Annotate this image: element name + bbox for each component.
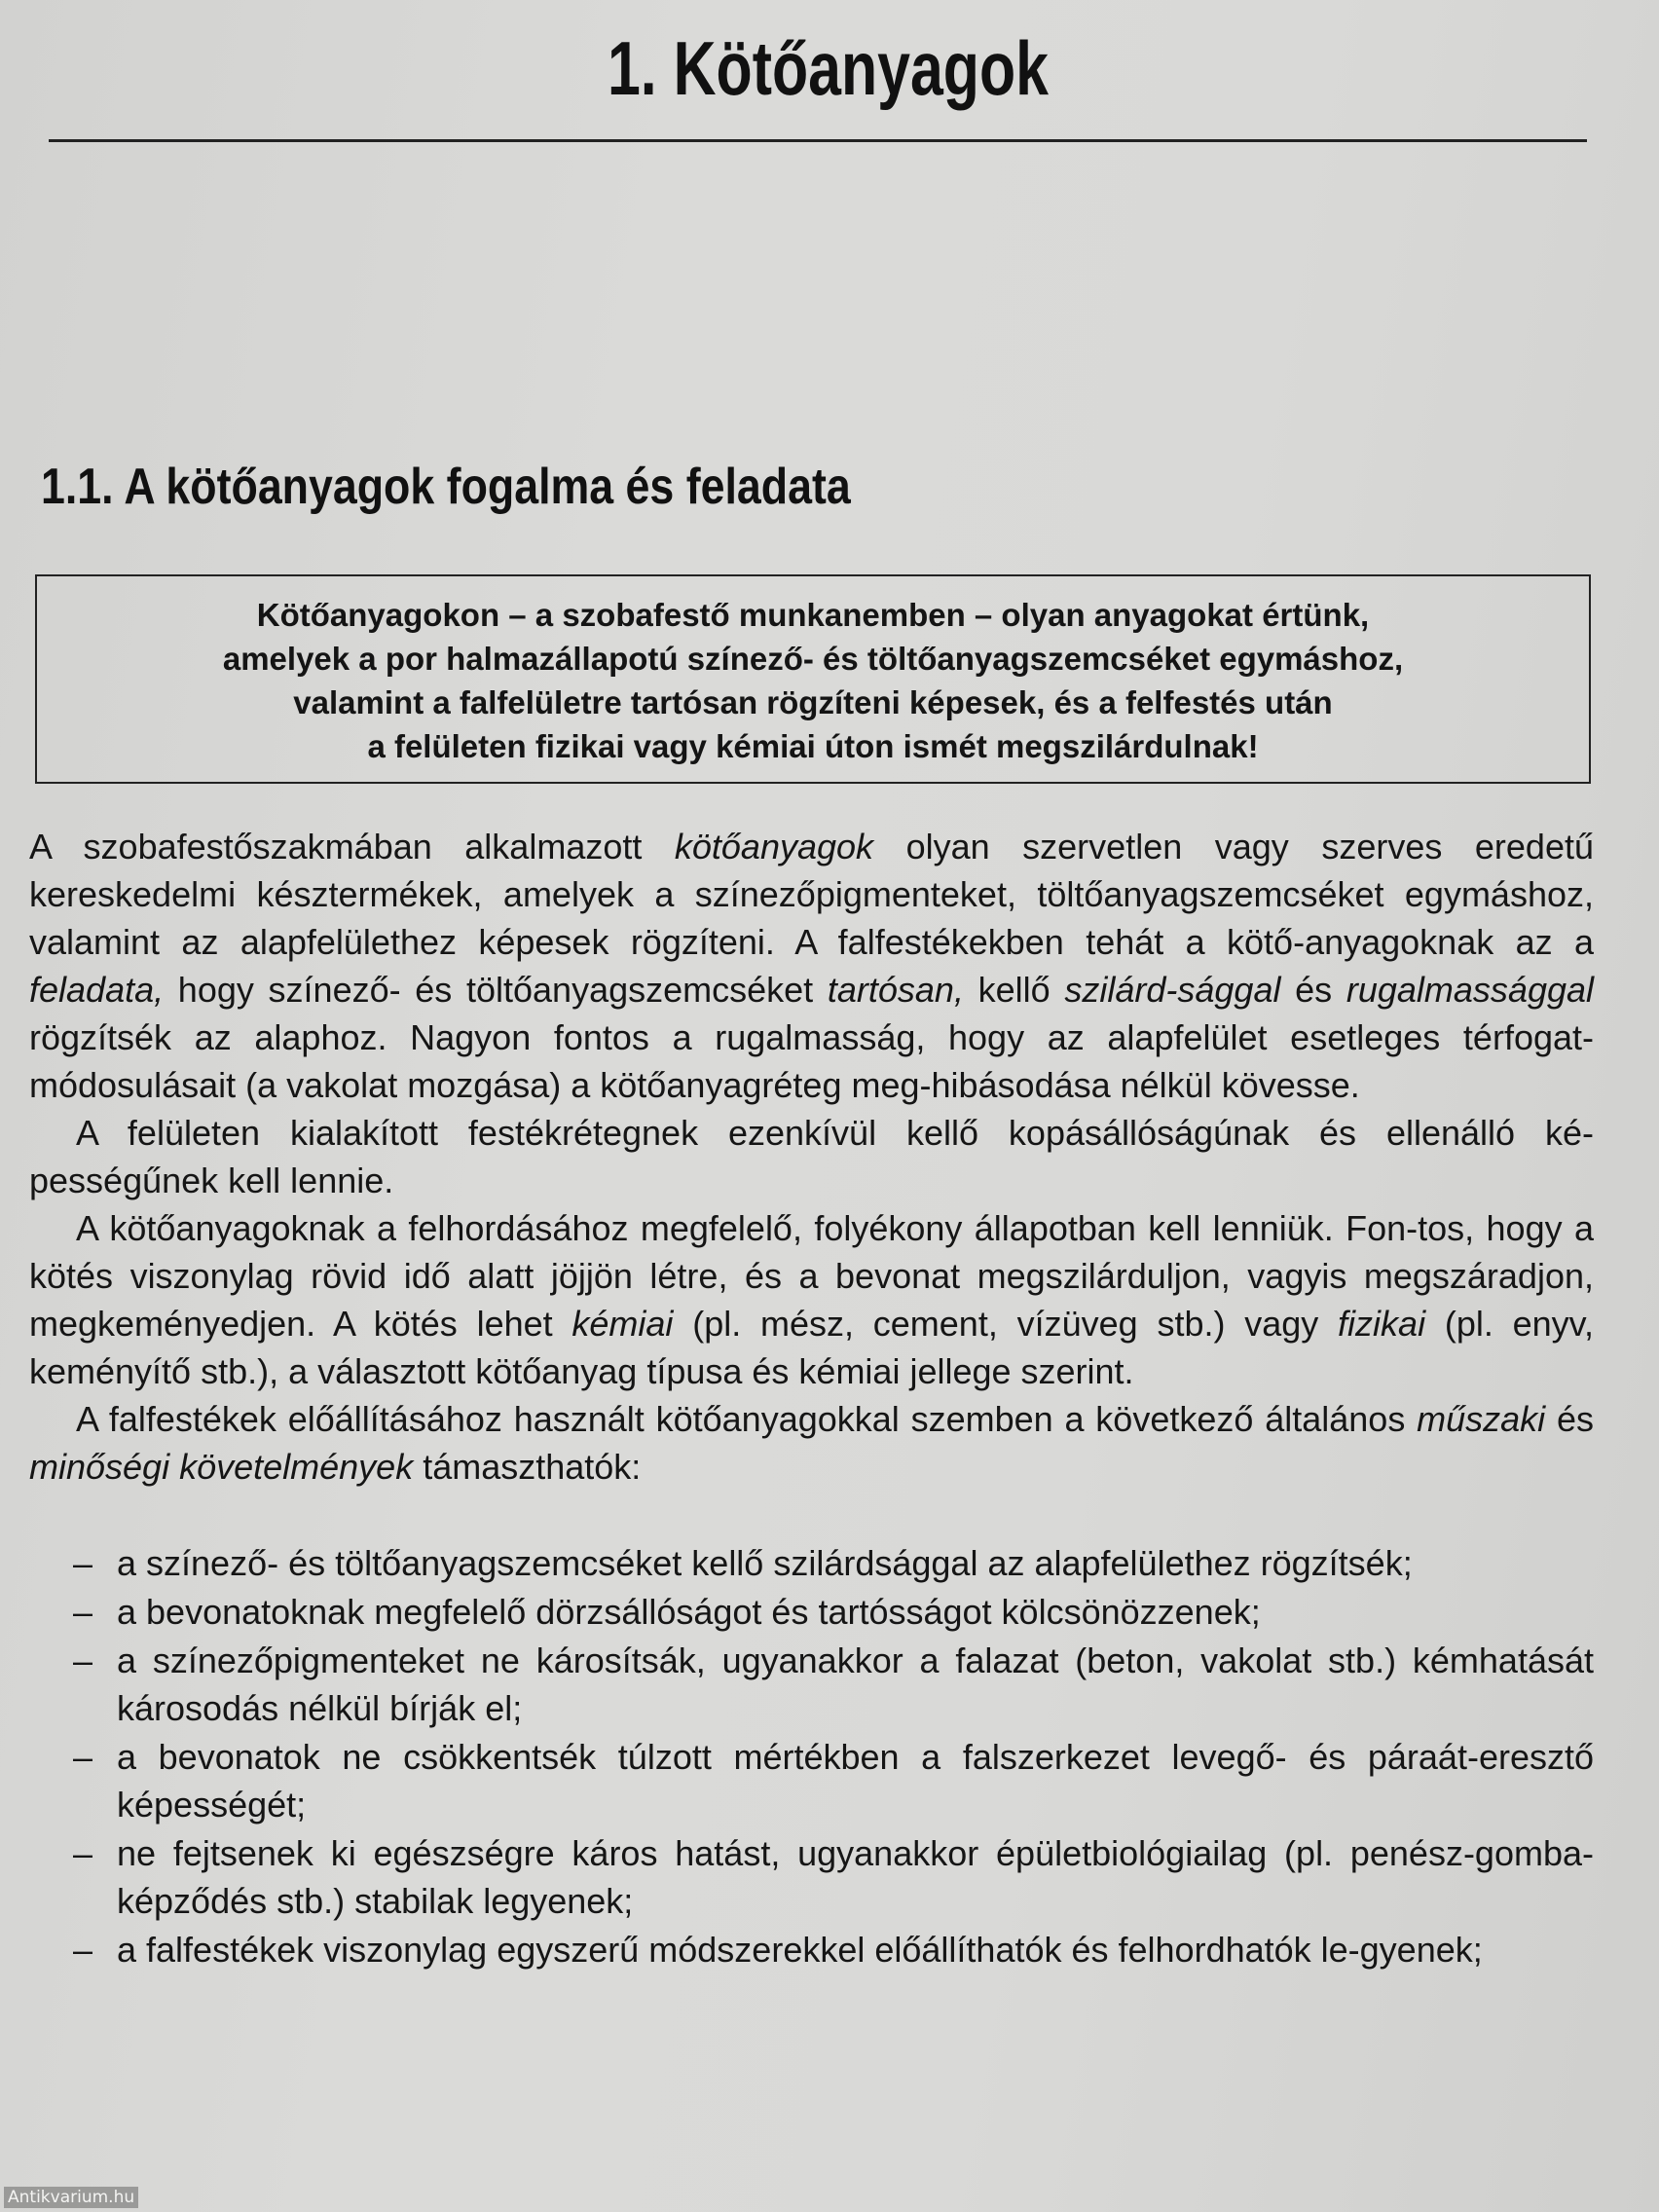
list-item bbox=[29, 1733, 1594, 1828]
dash-marker: – bbox=[73, 1833, 93, 1873]
emphasis: kémiai bbox=[571, 1304, 674, 1344]
list-item-text: ne fejtsenek ki egészségre káros hatást, ugyanakkor épületbiológiailag (pl. penész-gomba-képződés stb.) stabilak legyenek; bbox=[117, 1833, 1594, 1921]
dash-marker: – bbox=[73, 1737, 93, 1777]
definition-line: Kötőanyagokon – a szobafestő munkanemben – olyan anyagokat értünk, bbox=[256, 597, 1370, 633]
definition-line: amelyek a por halmazállapotú színező- és töltőanyagszemcséket egymáshoz, bbox=[222, 641, 1404, 677]
emphasis: tartósan, bbox=[827, 970, 964, 1010]
text-run: hogy színező- és töltőanyagszemcséket bbox=[164, 970, 828, 1010]
text-run: kellő bbox=[963, 970, 1065, 1010]
text-run: A falfestékek előállításához használt kötőanyagokkal szemben a következő általános bbox=[76, 1399, 1418, 1439]
section-title: 1.1. A kötőanyagok fogalma és feladata bbox=[41, 459, 851, 515]
paragraph-requirements bbox=[29, 1395, 1594, 1491]
paragraph-wear-resistance: A felületen kialakított festékrétegnek ezenkívül kellő kopásállóságúnak és ellenálló ké-pességűnek kell lennie. bbox=[29, 1113, 1594, 1200]
text-run: és bbox=[1280, 970, 1346, 1010]
list-item bbox=[29, 1539, 1594, 1587]
text-run: A kötőanyagoknak a felhordásához megfelelő, folyékony állapotban kell lenniük. Fon-tos, hogy a kötés viszonylag rövid idő alatt jöjjön létre, és a bevonat megszilárduljon, vagyis megszáradjon, megkeményedjen. A kötés lehet bbox=[29, 1208, 1594, 1344]
list-item-text: a színezőpigmenteket ne károsítsák, ugyanakkor a falazat (beton, vakolat stb.) kémhatását károsodás nélkül bírják el; bbox=[117, 1641, 1594, 1728]
emphasis: fizikai bbox=[1338, 1304, 1426, 1344]
text-run: és bbox=[1545, 1399, 1595, 1439]
emphasis: feladata, bbox=[29, 970, 165, 1010]
text-run: A szobafestőszakmában alkalmazott bbox=[29, 827, 675, 866]
definition-line: a felületen fizikai vagy kémiai úton ismét megszilárdulnak! bbox=[367, 728, 1259, 764]
emphasis: rugalmassággal bbox=[1346, 970, 1595, 1010]
dash-marker: – bbox=[73, 1930, 93, 1970]
title-rule bbox=[49, 139, 1587, 142]
chapter-title: 1. Kötőanyagok bbox=[607, 25, 1049, 111]
list-item bbox=[29, 1829, 1594, 1925]
dash-marker: – bbox=[73, 1641, 93, 1680]
list-item-text: a bevonatok ne csökkentsék túlzott mértékben a falszerkezet levegő- és páraát-eresztő képességét; bbox=[117, 1737, 1594, 1825]
definition-line: valamint a falfelületre tartósan rögzíteni képesek, és a felfestés után bbox=[293, 684, 1333, 720]
text-run: olyan szervetlen vagy szerves eredetű kereskedelmi késztermékek, amelyek a színezőpigmenteket, töltőanyagszemcséket egymáshoz, valamint az alapfelülethez képesek rögzíteni. A falfestékekben tehát a kötő-anyagoknak az a bbox=[29, 827, 1594, 962]
requirements-list bbox=[29, 1539, 1594, 1973]
dash-marker: – bbox=[73, 1543, 93, 1583]
definition-text bbox=[37, 593, 1589, 768]
list-item-text: a színező- és töltőanyagszemcséket kellő szilárdsággal az alapfelülethez rögzítsék; bbox=[117, 1543, 1413, 1583]
body-text bbox=[29, 823, 1594, 1974]
text-run: (pl. mész, cement, vízüveg stb.) vagy bbox=[673, 1304, 1339, 1344]
list-item-text: a falfestékek viszonylag egyszerű módszerekkel előállíthatók és felhordhatók le-gyenek; bbox=[117, 1930, 1483, 1970]
emphasis: szilárd-sággal bbox=[1064, 970, 1281, 1010]
list-item bbox=[29, 1588, 1594, 1636]
list-item bbox=[29, 1637, 1594, 1732]
list-item bbox=[29, 1926, 1594, 1973]
text-run: rögzítsék az alaphoz. Nagyon fontos a rugalmasság, hogy az alapfelület esetleges térfogat-módosulásait (a vakolat mozgása) a kötőanyagréteg meg-hibásodása nélkül kövesse. bbox=[29, 1017, 1594, 1105]
paragraph-binders-intro bbox=[29, 823, 1594, 1109]
list-item-text: a bevonatoknak megfelelő dörzsállóságot és tartósságot kölcsönözzenek; bbox=[117, 1592, 1261, 1632]
text-run: támaszthatók: bbox=[413, 1447, 642, 1487]
definition-box bbox=[35, 574, 1591, 784]
emphasis: kötőanyagok bbox=[674, 827, 874, 866]
paragraph-application bbox=[29, 1204, 1594, 1395]
emphasis: minőségi követelmények bbox=[29, 1447, 414, 1487]
emphasis: műszaki bbox=[1417, 1399, 1546, 1439]
watermark: Antikvarium.hu bbox=[4, 2187, 138, 2208]
text-run: (pl. enyv, keményítő stb.), a választott kötőanyag típusa és kémiai jellege szerint. bbox=[29, 1304, 1595, 1391]
dash-marker: – bbox=[73, 1592, 93, 1632]
